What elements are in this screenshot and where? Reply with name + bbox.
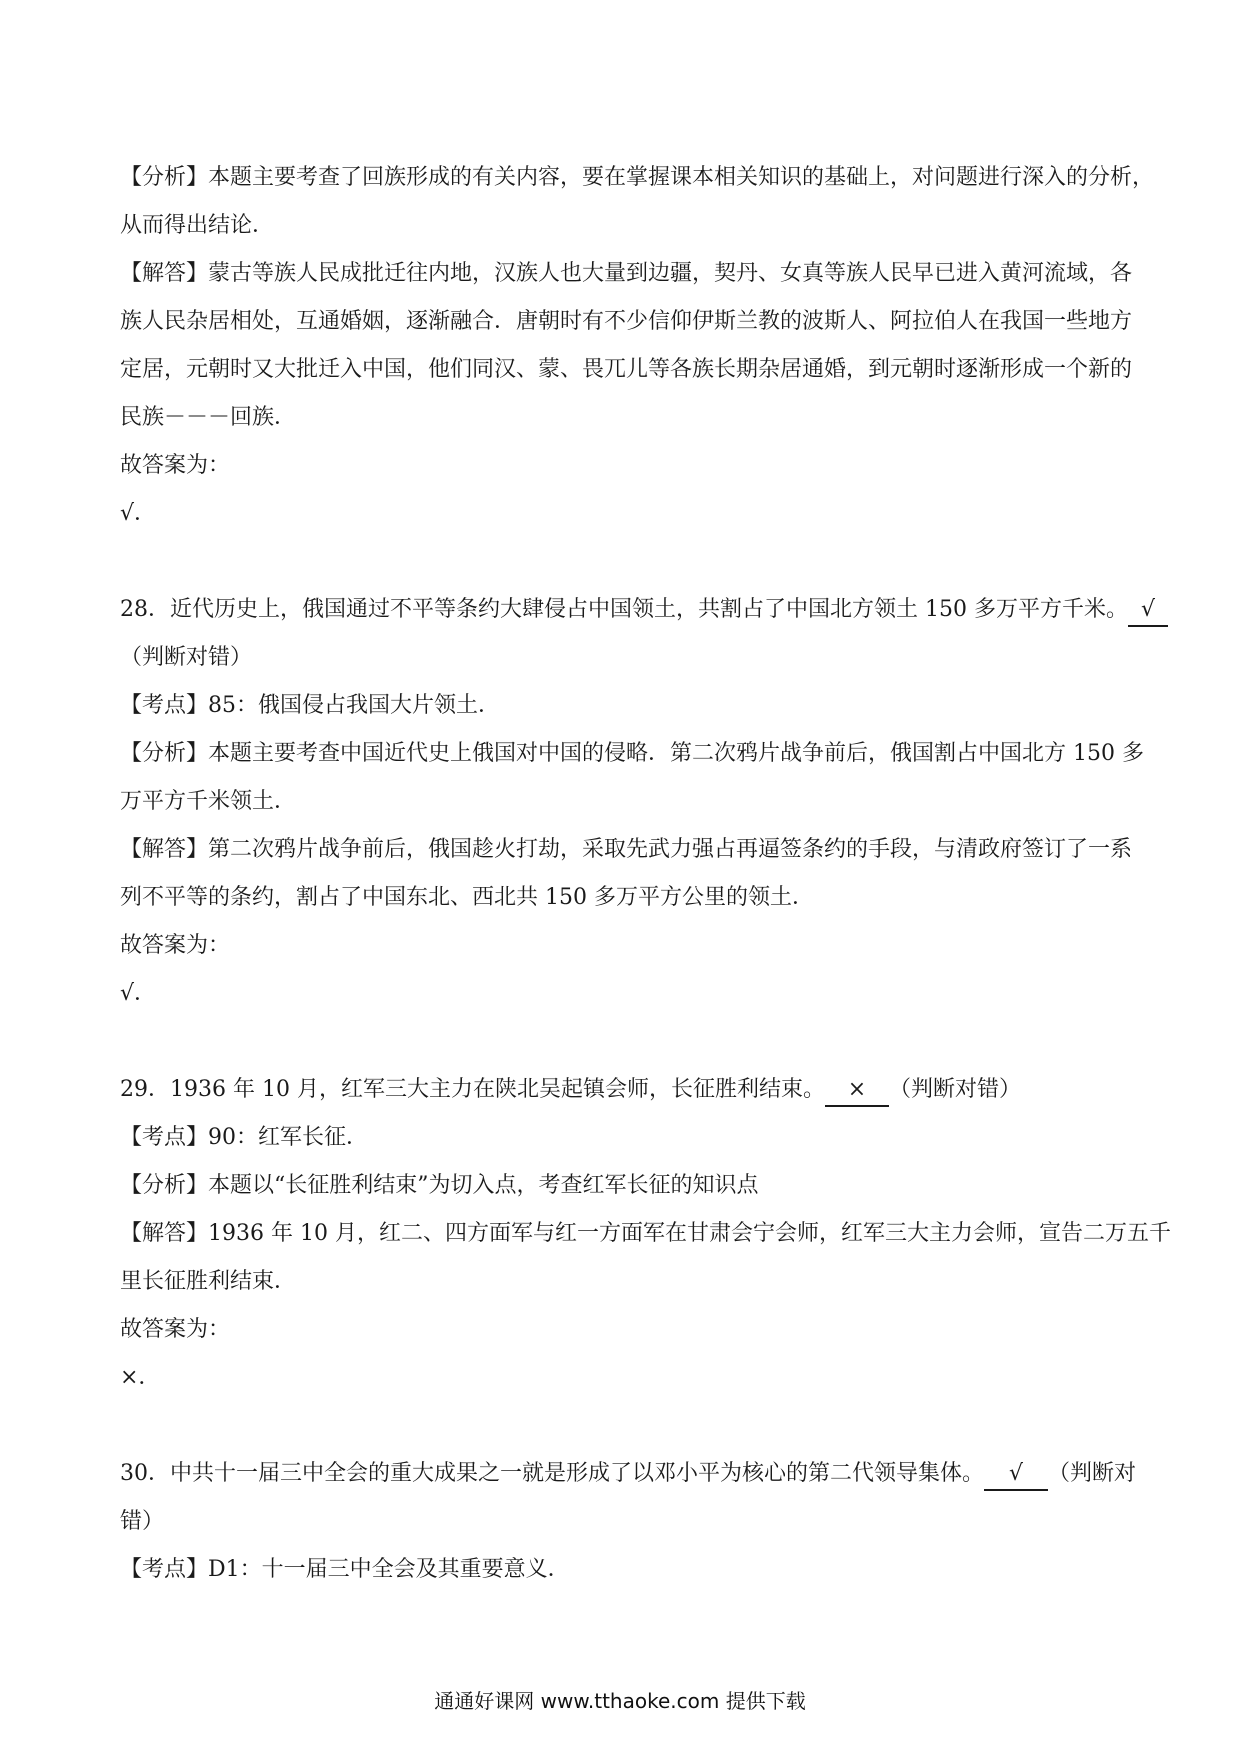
q29-result-value: ×． xyxy=(120,1365,161,1390)
q28-result-label: 故答案为： xyxy=(120,933,231,958)
q27-analysis-line-1: 【分析】本题主要考查了回族形成的有关内容，要在掌握课本相关知识的基础上，对问题进行深入的分析， xyxy=(120,165,1155,190)
q28-answer-blank: √ xyxy=(1128,595,1168,627)
q28-analysis-line-1: 【分析】本题主要考查中国近代史上俄国对中国的侵略．第二次鸦片战争前后，俄国割占中国北方 150 多 xyxy=(120,741,1144,766)
page-footer: 通通好课网 www.tthaoke.com 提供下载 xyxy=(434,1689,806,1713)
q28-result-value: √． xyxy=(120,981,157,1006)
q28-question-line-2: （判断对错） xyxy=(120,645,253,670)
q29-point: 【考点】90：红军长征． xyxy=(120,1125,368,1150)
q29-answer-line-1: 【解答】1936 年 10 月，红二、四方面军与红一方面军在甘肃会宁会师，红军三大主力会师，宣告二万五千 xyxy=(120,1221,1171,1246)
q27-result-label: 故答案为： xyxy=(120,453,231,478)
q27-answer-line-1: 【解答】蒙古等族人民成批迁往内地，汉族人也大量到边疆，契丹、女真等族人民早已进入黄河流域，各 xyxy=(120,261,1133,286)
q29-answer-line-2: 里长征胜利结束． xyxy=(120,1269,297,1294)
q29-result-label: 故答案为： xyxy=(120,1317,231,1342)
q29-question-text: 29．1936 年 10 月，红军三大主力在陕北吴起镇会师，长征胜利结束。 xyxy=(120,1077,825,1102)
q30-question-text: 30．中共十一届三中全会的重大成果之一就是形成了以邓小平为核心的第二代领导集体。 xyxy=(120,1461,984,1486)
q27-answer-line-2: 族人民杂居相处，互通婚姻，逐渐融合．唐朝时有不少信仰伊斯兰教的波斯人、阿拉伯人在我国一些地方 xyxy=(120,309,1133,334)
q30-point: 【考点】D1：十一届三中全会及其重要意义． xyxy=(120,1557,570,1582)
q27-answer-line-3: 定居，元朝时又大批迁入中国，他们同汉、蒙、畏兀儿等各族长期杂居通婚，到元朝时逐渐形成一个新的 xyxy=(120,357,1133,382)
q29-question-line xyxy=(120,1070,1130,1110)
q28-question-line-1 xyxy=(120,590,1155,630)
q29-answer-blank: × xyxy=(825,1075,889,1107)
q30-question-line-2: 错） xyxy=(120,1509,165,1534)
q30-answer-blank: √ xyxy=(984,1459,1048,1491)
q27-analysis-line-2: 从而得出结论． xyxy=(120,213,275,238)
q30-question-tail: （判断对 xyxy=(1048,1461,1137,1486)
q27-answer-line-4: 民族－－－回族． xyxy=(120,405,297,430)
q29-analysis: 【分析】本题以“长征胜利结束”为切入点，考查红军长征的知识点 xyxy=(120,1173,759,1198)
q27-result-value: √． xyxy=(120,501,157,526)
q28-answer-line-1: 【解答】第二次鸦片战争前后，俄国趁火打劫，采取先武力强占再逼签条约的手段，与清政府签订了一系 xyxy=(120,837,1133,862)
q30-question-line-1 xyxy=(120,1454,1137,1494)
q29-question-tail: （判断对错） xyxy=(888,1077,1021,1102)
q28-answer-line-2: 列不平等的条约，割占了中国东北、西北共 150 多万平方公里的领土． xyxy=(120,885,814,910)
q28-analysis-line-2: 万平方千米领土． xyxy=(120,789,297,814)
q28-point: 【考点】85：俄国侵占我国大片领土． xyxy=(120,693,500,718)
q28-question-text: 28．近代历史上，俄国通过不平等条约大肆侵占中国领土，共割占了中国北方领土 150 多万平方千米。 xyxy=(120,597,1128,622)
